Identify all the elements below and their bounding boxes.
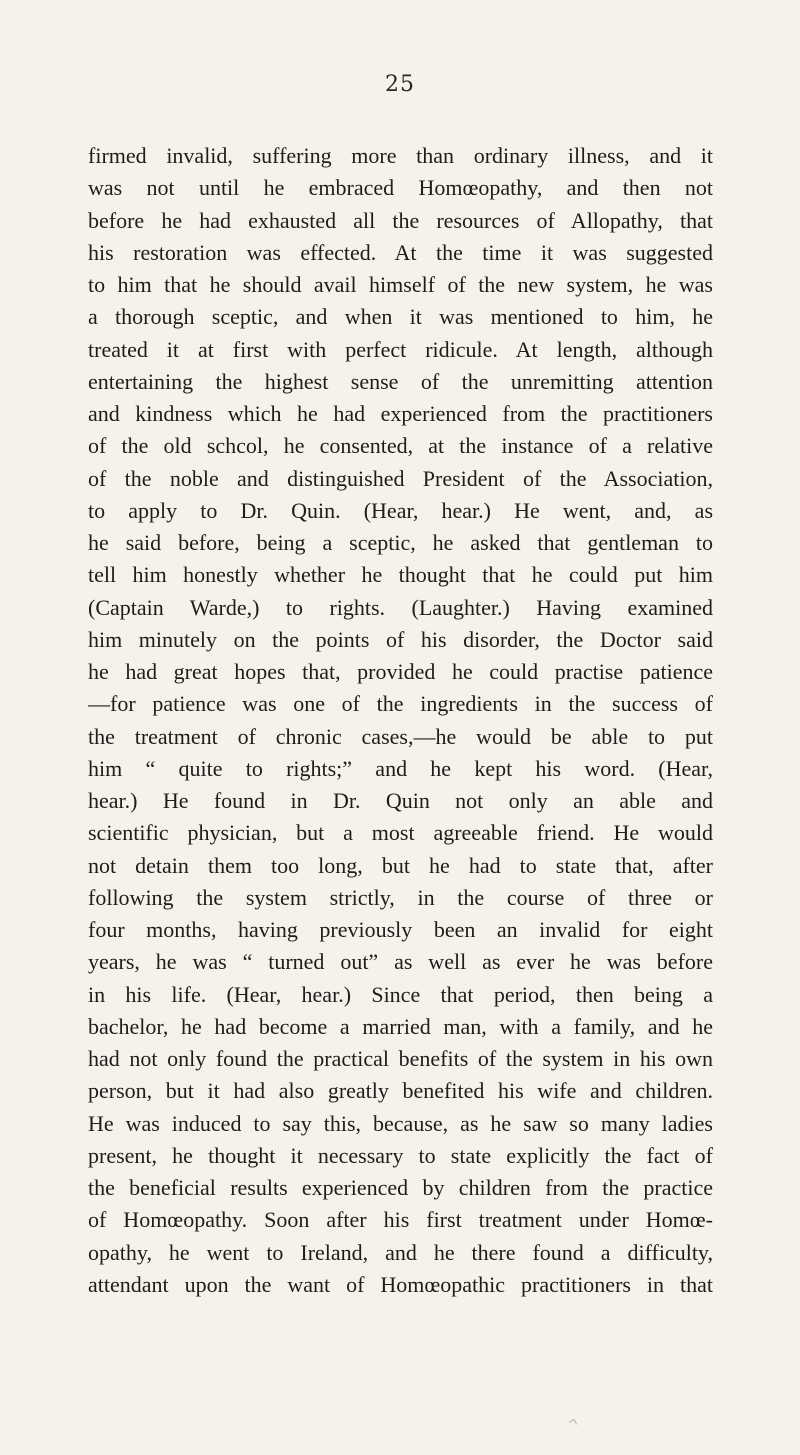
text-line: in his life. (Hear, hear.) Since that period, then being a: [88, 981, 713, 1007]
text-line: to him that he should avail himself of the new system, he was: [88, 272, 713, 297]
text-line: had not only found the practical benefits of the system in his own: [88, 1046, 713, 1071]
text-line: of the noble and distinguished President of the Association,: [88, 465, 713, 491]
text-line: present, he thought it necessary to state explicitly the fact of: [88, 1142, 713, 1168]
text-line: him “ quite to rights;” and he kept his word. (Hear,: [88, 755, 713, 781]
text-line: his restoration was effected. At the time it was suggested: [88, 239, 713, 265]
text-line: of Homœopathy. Soon after his first treatment under Homœ-: [88, 1207, 713, 1233]
text-line: following the system strictly, in the course of three or: [88, 884, 713, 910]
text-line: him minutely on the points of his disorder, the Doctor said: [88, 626, 713, 652]
text-line: he said before, being a sceptic, he asked that gentleman to: [88, 530, 713, 555]
text-line: He was induced to say this, because, as he saw so many ladies: [88, 1110, 713, 1136]
body-text: [88, 140, 713, 1301]
text-line: entertaining the highest sense of the unremitting attention: [88, 368, 713, 394]
text-line: opathy, he went to Ireland, and he there found a difficulty,: [88, 1239, 713, 1265]
text-line: hear.) He found in Dr. Quin not only an able and: [88, 788, 713, 813]
page-speck-mark: [569, 1419, 577, 1427]
text-line: (Captain Warde,) to rights. (Laughter.) Having examined: [88, 594, 713, 620]
text-line: a thorough sceptic, and when it was mentioned to him, he: [88, 304, 713, 330]
text-line: the beneficial results experienced by children from the practice: [88, 1175, 713, 1200]
text-line: scientific physician, but a most agreeable friend. He would: [88, 820, 713, 846]
text-line: and kindness which he had experienced from the practitioners: [88, 401, 713, 426]
text-line: tell him honestly whether he thought that he could put him: [88, 562, 713, 588]
text-line: four months, having previously been an invalid for eight: [88, 917, 713, 942]
text-line: to apply to Dr. Quin. (Hear, hear.) He went, and, as: [88, 497, 713, 523]
text-line: of the old schcol, he consented, at the instance of a relative: [88, 433, 713, 459]
text-line: was not until he embraced Homœopathy, and then not: [88, 175, 713, 201]
text-line: before he had exhausted all the resources of Allopathy, that: [88, 207, 713, 233]
text-line: firmed invalid, suffering more than ordinary illness, and it: [88, 143, 713, 168]
text-line: the treatment of chronic cases,—he would be able to put: [88, 723, 713, 749]
text-line: —for patience was one of the ingredients in the success of: [88, 691, 713, 717]
text-line: not detain them too long, but he had to state that, after: [88, 852, 713, 878]
page-number: 25: [385, 72, 415, 97]
text-line: he had great hopes that, provided he could practise patience: [88, 659, 713, 684]
text-line: years, he was “ turned out” as well as ever he was before: [88, 949, 713, 975]
text-line: attendant upon the want of Homœopathic practitioners in that: [88, 1271, 713, 1297]
text-line: treated it at first with perfect ridicule. At length, although: [88, 336, 713, 362]
text-line: person, but it had also greatly benefited his wife and children.: [88, 1078, 713, 1104]
text-line: bachelor, he had become a married man, with a family, and he: [88, 1013, 713, 1039]
